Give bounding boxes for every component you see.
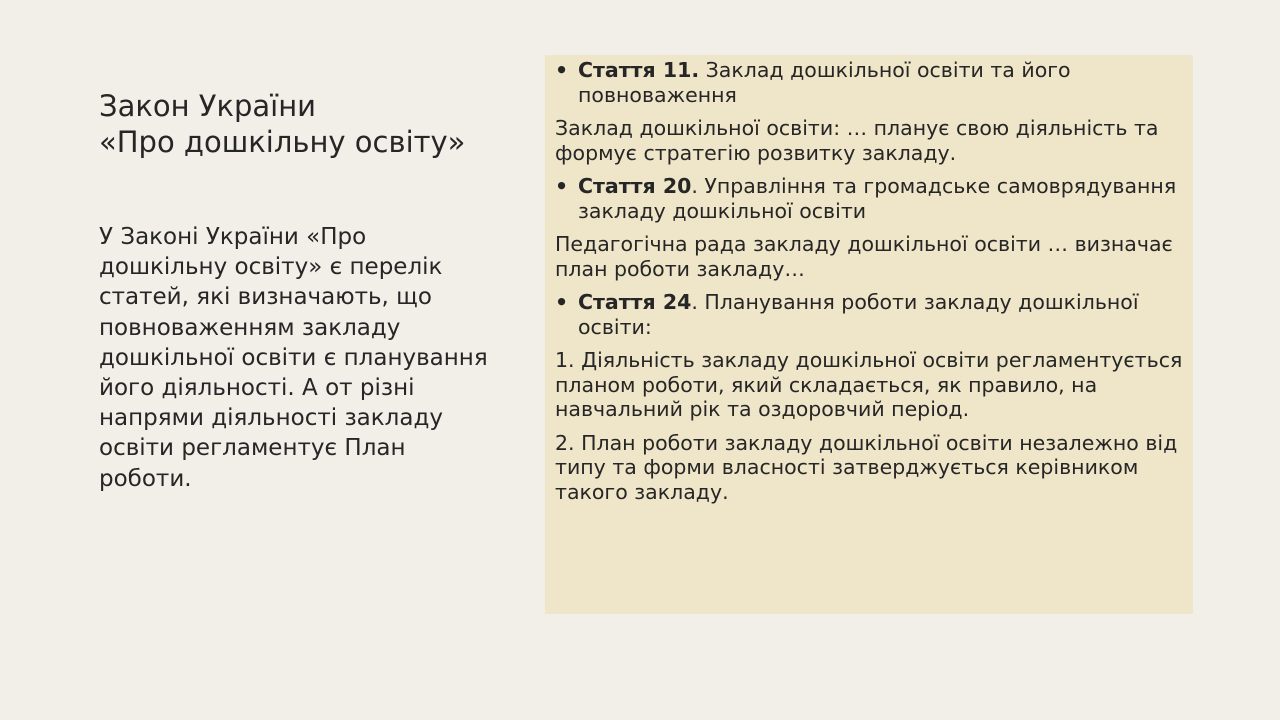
title-line-1: Закон України — [99, 89, 317, 123]
article-20-item — [555, 174, 1183, 223]
article-11-heading: Стаття 11. — [578, 58, 700, 82]
article-24-point-2: 2. План роботи закладу дошкільної освіти незалежно від типу та форми власності затверджується керівником такого закладу. — [555, 430, 1178, 504]
article-24-heading: Стаття 24 — [578, 290, 692, 314]
article-20-text: . Управління та громадське самоврядування закладу дошкільної освіти — [578, 174, 1177, 223]
article-20-heading: Стаття 20 — [578, 174, 692, 198]
law-articles-panel — [545, 55, 1193, 614]
article-11-item — [555, 58, 1183, 107]
article-11-text: Заклад дошкільної освіти та його повноваження — [578, 58, 1071, 107]
slide-title — [99, 88, 519, 160]
article-20-quote: Педагогічна рада закладу дошкільної освіти … визначає план роботи закладу… — [555, 232, 1173, 281]
intro-text: У Законі України «Про дошкільну освіту» є перелік статей, які визначають, що повноваженням закладу дошкільної освіти є планування його діяльності. А от різні напрями діяльності закладу освіти регламентує План роботи. — [99, 224, 488, 492]
article-24-text: . Планування роботи закладу дошкільної освіти: — [578, 290, 1139, 339]
article-11-quote: Заклад дошкільної освіти: … планує свою діяльність та формує стратегію розвитку закладу. — [555, 116, 1159, 165]
article-24-item — [555, 290, 1183, 339]
article-24-point-1: 1. Діяльність закладу дошкільної освіти регламентується планом роботи, який складається, як правило, на навчальний рік та оздоровчий період. — [555, 348, 1183, 421]
title-line-2: «Про дошкільну освіту» — [99, 125, 466, 159]
